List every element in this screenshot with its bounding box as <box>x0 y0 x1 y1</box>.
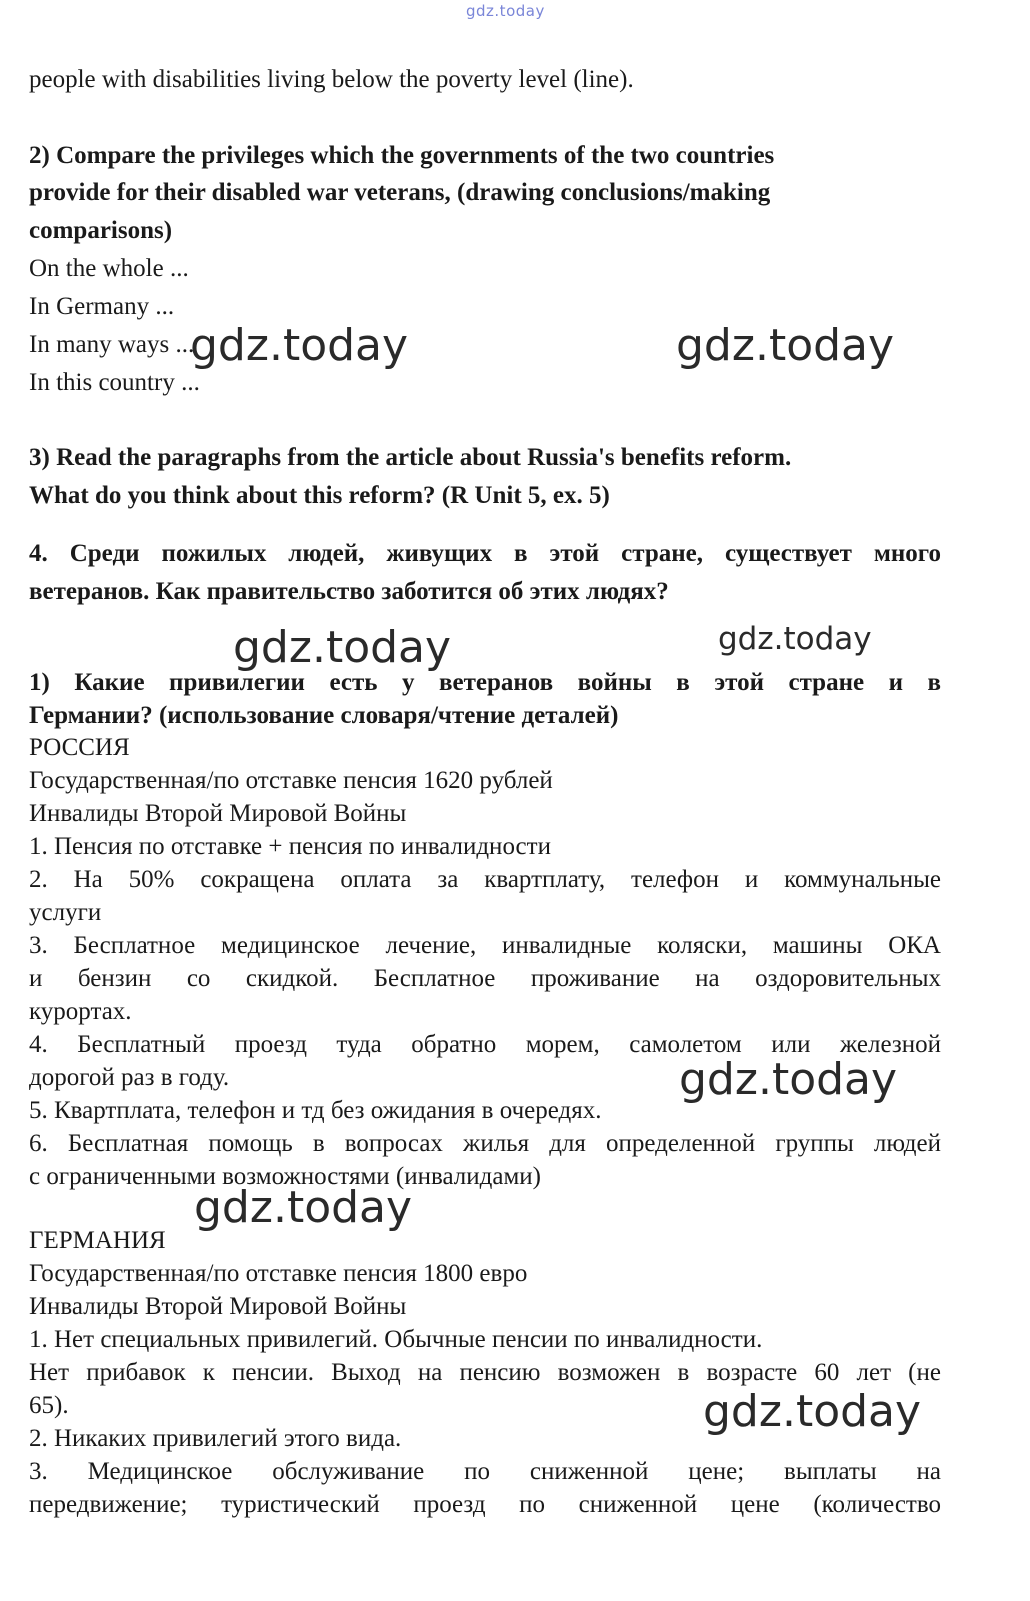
germany-pension: Государственная/по отставке пенсия 1800 евро <box>29 1260 528 1287</box>
q1-line-1: 1) Какие привилегии есть у ветеранов войны в этой стране и в <box>29 669 941 696</box>
watermark-1: gdz.today <box>190 320 409 371</box>
germany-heading: ГЕРМАНИЯ <box>29 1227 166 1254</box>
germany-item-1-cont: Нет прибавок к пенсии. Выход на пенсию возможен в возрасте 60 лет (не <box>29 1359 941 1386</box>
russia-item-3-end: курортах. <box>29 998 132 1025</box>
watermark-7: gdz.today <box>703 1386 922 1437</box>
q2-line-3: comparisons) <box>29 217 173 244</box>
russia-item-2-cont: услуги <box>29 899 102 926</box>
russia-pension: Государственная/по отставке пенсия 1620 рублей <box>29 767 553 794</box>
watermark-4: gdz.today <box>718 621 872 657</box>
germany-item-1-end: 65). <box>29 1392 69 1419</box>
russia-item-6-cont: с ограниченными возможностями (инвалидами) <box>29 1163 541 1190</box>
task4-line-2: ветеранов. Как правительство заботится об этих людях? <box>29 578 669 605</box>
russia-item-2: 2. На 50% сокращена оплата за квартплату, телефон и коммунальные <box>29 866 941 893</box>
watermark-5: gdz.today <box>679 1054 898 1105</box>
germany-subheading: Инвалиды Второй Мировой Войны <box>29 1293 407 1320</box>
russia-item-4-cont: дорогой раз в году. <box>29 1064 230 1091</box>
russia-item-3: 3. Бесплатное медицинское лечение, инвалидные коляски, машины ОКА <box>29 932 941 959</box>
q1-line-2: Германии? (использование словаря/чтение деталей) <box>29 702 619 729</box>
germany-item-3: 3. Медицинское обслуживание по сниженной цене; выплаты на <box>29 1458 941 1485</box>
prompt-in-germany: In Germany ... <box>29 293 175 320</box>
watermark-top: gdz.today <box>466 2 545 20</box>
russia-item-1: 1. Пенсия по отставке + пенсия по инвалидности <box>29 833 551 860</box>
q3-line-1: 3) Read the paragraphs from the article about Russia's benefits reform. <box>29 444 792 471</box>
prompt-in-many-ways: In many ways ... <box>29 331 195 358</box>
russia-item-4: 4. Бесплатный проезд туда обратно морем, самолетом или железной <box>29 1031 941 1058</box>
prompt-on-the-whole: On the whole ... <box>29 255 189 282</box>
q3-line-2: What do you think about this reform? (R Unit 5, ex. 5) <box>29 482 610 509</box>
watermark-2: gdz.today <box>676 320 895 371</box>
russia-item-6: 6. Бесплатная помощь в вопросах жилья для определенной группы людей <box>29 1130 941 1157</box>
germany-item-2: 2. Никаких привилегий этого вида. <box>29 1425 402 1452</box>
russia-item-5: 5. Квартплата, телефон и тд без ожидания в очередях. <box>29 1097 602 1124</box>
russia-item-3-cont: и бензин со скидкой. Бесплатное проживание на оздоровительных <box>29 965 941 992</box>
russia-heading: РОССИЯ <box>29 734 130 761</box>
q2-line-1: 2) Compare the privileges which the governments of the two countries <box>29 142 775 169</box>
russia-subheading: Инвалиды Второй Мировой Войны <box>29 800 407 827</box>
watermark-6: gdz.today <box>194 1182 413 1233</box>
germany-item-1: 1. Нет специальных привилегий. Обычные пенсии по инвалидности. <box>29 1326 763 1353</box>
germany-item-3-cont: передвижение; туристический проезд по сниженной цене (количество <box>29 1491 941 1518</box>
watermark-3: gdz.today <box>233 622 452 673</box>
q2-line-2: provide for their disabled war veterans, (drawing conclusions/making <box>29 179 771 206</box>
prompt-in-this-country: In this country ... <box>29 369 200 396</box>
task4-line-1: 4. Среди пожилых людей, живущих в этой стране, существует много <box>29 540 941 567</box>
intro-line: people with disabilities living below the poverty level (line). <box>29 66 634 93</box>
